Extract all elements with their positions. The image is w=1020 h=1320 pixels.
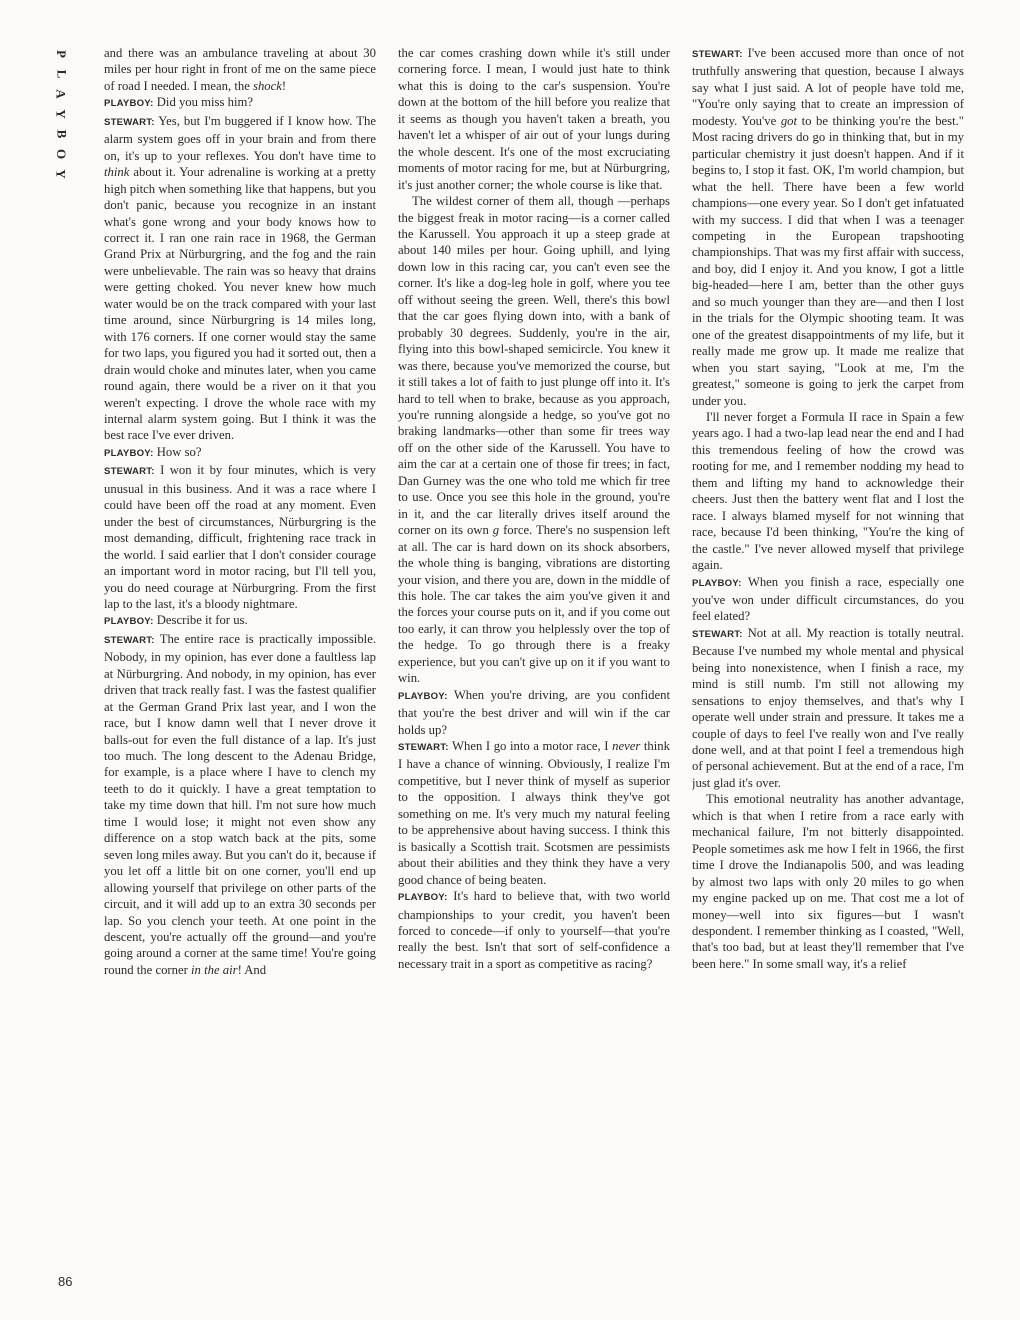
article-paragraph	[398, 193, 670, 687]
magazine-letter: B	[53, 129, 69, 139]
emphasized-text: in the air	[191, 962, 238, 977]
speaker-label: STEWART:	[692, 628, 743, 640]
article-paragraph	[692, 409, 964, 574]
paragraph-text: This emotional neutrality has another advantage, which is that when I retire from a race early with mechanical failure, I'm not bitterly disappointed. People sometimes ask me how I felt in 1966, the first time I drove the Indianapolis 500, and was leading by almost two laps with only 20 miles to go when my engine packed up on me. That cost me a lot of money—well into six figures—but I wasn't despondent. I remember thinking as I coasted, "Well, that's too bad, but at least they'll remember that I've been here." In some small way, it's a relief	[692, 792, 964, 971]
interview-exchange	[398, 738, 670, 888]
interview-exchange	[104, 612, 376, 630]
article-paragraph	[398, 45, 670, 193]
speaker-label: STEWART:	[104, 466, 155, 478]
paragraph-text: ! And	[237, 962, 267, 977]
paragraph-text: Did you miss him?	[153, 95, 253, 110]
paragraph-text: When I go into a motor race, I	[448, 739, 613, 754]
paragraph-text: force. There's no suspension left at all. The car is hard down on its shock absorbers, the whole thing is banging, vibrations are distorting your vision, and there you are, down in the middle of this hole. The car takes the aim you've given it and the forces your course puts on it, and if you come out too early, it can throw you helplessly over the top of the hedge. To go through there is a freaky experience, but you can't give up on it if you want to win.	[398, 523, 670, 686]
emphasized-text: never	[612, 739, 641, 754]
interview-exchange	[398, 888, 670, 972]
interview-exchange	[692, 574, 964, 625]
page-number: 86	[58, 1274, 73, 1289]
speaker-label: PLAYBOY:	[104, 447, 154, 459]
paragraph-text: When you're driving, are you confident that you're the best driver and will win if the car holds up?	[398, 687, 670, 737]
emphasized-text: got	[780, 113, 798, 128]
paragraph-text: I've been accused more than once of not truthfully answering that question, because I always say what I just said. A lot of people have told me, "You're only saying that to create an impression of modesty. You've	[692, 46, 964, 128]
paragraph-text: to be thinking you're the best." Most racing drivers do go in thinking that, but in my particular chemistry it just doesn't happen. And if it begins to, I stop it fast. OK, I'm world champion, but what the hell. There have been a few world champions—one every year. So I don't get infatuated with my success. I did that when I was a teenager competing in the European trapshooting championships. That was my first affair with success, and boy, did I enjoy it. And you know, I got a little big-headed—here I am, better than the other guys and so much younger than they are—and then I lost in the trials for the Olympic shooting team. It was one of the greatest disappointments of my life, but it really made me grow up. It made me realize that when you start saying, "Look at me, I'm the greatest," someone is going to jerk the carpet from under you.	[692, 113, 964, 408]
paragraph-text: When you finish a race, especially one you've won under difficult circumstances, do you feel elated?	[692, 574, 964, 624]
magazine-letter: Y	[53, 109, 69, 119]
speaker-label: PLAYBOY:	[398, 892, 448, 904]
magazine-letter: O	[54, 148, 69, 160]
emphasized-text: g	[492, 523, 500, 538]
emphasized-text: think	[104, 165, 130, 180]
interview-exchange	[104, 462, 376, 612]
speaker-label: PLAYBOY:	[104, 616, 154, 628]
speaker-label: PLAYBOY:	[398, 690, 448, 702]
paragraph-text: Describe it for us.	[153, 613, 248, 628]
magazine-letter: A	[53, 89, 69, 99]
paragraph-text: How so?	[153, 444, 202, 459]
article-paragraph	[104, 45, 376, 94]
interview-exchange	[692, 625, 964, 792]
interview-exchange	[104, 94, 376, 112]
paragraph-text: think I have a chance of winning. Obviously, I realize I'm competitive, but I never think of myself as superior to the opposition. I always think they've got something on me. It's very much my natural feeling to be apprehensive about having success. I think this is basically a Scottish trait. Scotsmen are pessimists about their abilities and they think they have a very good chance of being beaten.	[398, 739, 670, 887]
article-column-3	[692, 45, 964, 1295]
paragraph-text: I'll never forget a Formula II race in Spain a few years ago. I had a two-lap lead near the end and I had this tremendous feeling of how the crowd was rooting for me, and I remember nodding my head to them and lifting my hand to acknowledge their cheers. Just then the battery went flat and I lost the race. I always blamed myself for not winning that race, because I'd been thinking, "You're the king of the castle." I've never allowed myself that privilege again.	[692, 409, 964, 573]
paragraph-text: and there was an ambulance traveling at about 30 miles per hour right in front of me on the same piece of road I needed. I mean, the	[104, 46, 376, 93]
paragraph-text: the car comes crashing down while it's still under cornering force. I mean, I would just hate to think what this is doing to the car's suspension. You're down at the bottom of the hill before you realize that it seems as though you haven't taken a breath, you haven't let a whisper of air out of your lungs during the whole descent. It's one of the most excruciating moments of motor racing for me, but at Nürburgring, it's just another corner; the whole course is like that.	[398, 46, 670, 192]
paragraph-text: I won it by four minutes, which is very unusual in this business. And it was a race where I could have been off the road at any moment. Even under the best of circumstances, Nürburgring is the most demanding, difficult, frightening race track in the world. I said earlier that I don't consider courage an important word in motor racing, but I'll tell you, you do need courage at Nürburgring. From the first lap to the last, it's a bloody nightmare.	[104, 463, 376, 611]
paragraph-text: !	[281, 78, 287, 93]
article-paragraph	[692, 791, 964, 972]
paragraph-text: Not at all. My reaction is totally neutral. Because I've numbed my whole mental and physical being into nonexistence, when I finish a race, my mind is still numb. I'm still not allowing my sensations to enjoy themselves, and that's why I operate well under strain and pressure. It takes me a couple of days to feel I've really won and I've really done well, and at that point I feel a tremendous high of personal achievement. But at the end of a race, I'm just glad it's over.	[692, 625, 964, 790]
magazine-letter: L	[53, 69, 69, 79]
interview-exchange	[104, 444, 376, 462]
speaker-label: STEWART:	[398, 742, 449, 754]
interview-exchange	[692, 45, 964, 409]
interview-exchange	[104, 113, 376, 444]
speaker-label: STEWART:	[104, 634, 155, 646]
article-column-1	[104, 45, 376, 1295]
paragraph-text: The wildest corner of them all, though —perhaps the biggest freak in motor racing—is a corner called the Karussell. You approach it up a steep grade at about 140 miles per hour. Going uphill, and lying down low in this racing car, you can't even see the corner. It's like a dog-leg hole in golf, where you tee off without seeing the green. Well, there's this bowl that the car goes flying down into, with a bank of probably 30 degrees. Suddenly, you're in the air, flying into this bowl-shaped semicircle. You knew it was there, because you've memorized the course, but it still takes a lot of faith to just plunge off into it. It's hard to tell when to brake, because as you approach, you're running alongside a hedge, so you've got no braking landmarks—other than some fir trees way off on the other side of the Karussell. You have to aim the car at a certain one of those fir trees; in fact, Dan Gurney was the one who told me which fir tree to use. Once you see this hole in the ground, you're in it, and the car literally drives itself around the corner on its own	[398, 194, 670, 538]
speaker-label: PLAYBOY:	[104, 98, 154, 110]
paragraph-text: The entire race is practically impossible. Nobody, in my opinion, has ever done a faultless lap at Nürburgring. And nobody, in my opinion, has ever driven that track really fast. I was the fastest qualifier at the German Grand Prix last year, and I won the race, but I know damn well that I never drove it balls-out for even the full distance of a lap. It's just too much. The long descent to the Adenau Bridge, for example, is a place where I have to clench my teeth to do it quickly. I have a great temptation to take my time down that hill. I'm not sure how much time I would lose; it might not even show any difference on a stop watch back at the pits, some seven long miles away. But you can't do it, because if you let off a little bit on one corner, you'll end up allowing yourself that privilege on other parts of the circuit, and it will add up to an extra 30 seconds per lap. So you clench your teeth. At one point in the descent, you're actually off the ground—and you're going around a corner at the same time! You're going round the corner	[104, 631, 376, 977]
interview-exchange	[104, 631, 376, 979]
paragraph-text: It's hard to believe that, with two world championships to your credit, you haven't been forced to concede—if only to yourself—that you're really the best. Isn't that sort of self-confidence a necessary trait in a sport as competitive as racing?	[398, 889, 670, 971]
magazine-name-vertical	[53, 44, 69, 184]
emphasized-text: shock	[253, 78, 282, 93]
speaker-label: PLAYBOY:	[692, 577, 742, 589]
magazine-letter: P	[53, 50, 69, 58]
paragraph-text: about it. Your adrenaline is working at a pretty high pitch when something like that happens, but you don't panic, because you recognize in an instant what's gone wrong and your body knows how to correct it. I ran one rain race in 1968, the German Grand Prix at Nürburgring, and the fog and the rain were unbelievable. The rain was so heavy that drains were getting choked. You never knew how much water would be on the track compared with your last time around, since Nürburgring is 14 miles long, with 176 corners. If one corner would stay the same for two laps, you figured you had it sorted out, then a drain would choke and minutes later, when you came round again, there would be a river on it that you weren't expecting. I drove the whole race with my internal alarm system going. But I think it was the best race I've ever driven.	[104, 165, 376, 443]
speaker-label: STEWART:	[692, 49, 743, 60]
paragraph-text: Yes, but I'm buggered if I know how. The alarm system goes off in your brain and from there on, it's up to your reflexes. You don't have time to	[104, 113, 376, 163]
magazine-letter: Y	[53, 169, 69, 179]
speaker-label: STEWART:	[104, 116, 155, 128]
interview-exchange	[398, 687, 670, 738]
article-column-2	[398, 45, 670, 1295]
